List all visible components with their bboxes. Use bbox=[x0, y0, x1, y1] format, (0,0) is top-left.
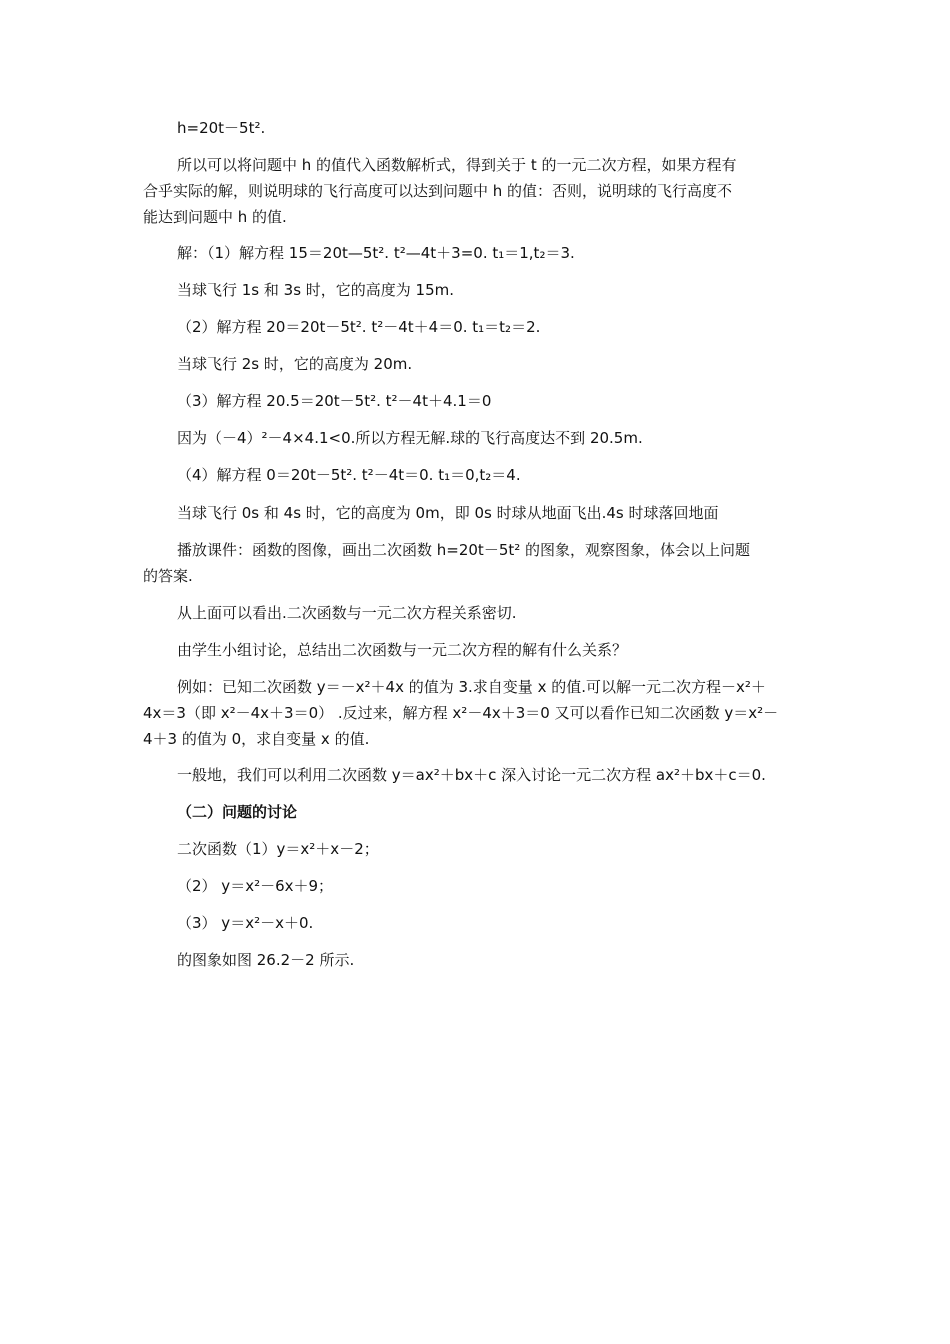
solution-answer-3: 因为（－4）²－4×4.1<0.所以方程无解.球的飞行高度达不到 20.5m. bbox=[177, 429, 643, 447]
paragraph-line: 的答案. bbox=[143, 567, 193, 585]
paragraph-line: 播放课件：函数的图像，画出二次函数 h=20t－5t² 的图象，观察图象，体会以上问题 bbox=[177, 541, 751, 559]
paragraph-line: 4x＝3（即 x²－4x＋3＝0） .反过来，解方程 x²－4x＋3＝0 又可以看作已知二次函数 y＝x²－ bbox=[143, 704, 779, 722]
section-heading: （二）问题的讨论 bbox=[177, 803, 298, 821]
function-item-2: （2） y＝x²－6x＋9； bbox=[177, 877, 334, 895]
paragraph-line: 从上面可以看出.二次函数与一元二次方程关系密切. bbox=[177, 604, 517, 622]
figure-reference: 的图象如图 26.2－2 所示. bbox=[177, 951, 355, 969]
solution-step-2: （2）解方程 20＝20t－5t². t²－4t＋4＝0. t₁＝t₂＝2. bbox=[177, 318, 541, 336]
function-item-1: 二次函数（1）y＝x²＋x－2； bbox=[177, 840, 379, 858]
paragraph-line: 例如：已知二次函数 y＝－x²＋4x 的值为 3.求自变量 x 的值.可以解一元二次方程－x²＋ bbox=[177, 678, 766, 696]
paragraph-line: 由学生小组讨论，总结出二次函数与一元二次方程的解有什么关系？ bbox=[177, 641, 628, 659]
formula-line-h: h=20t－5t². bbox=[177, 119, 266, 137]
solution-step-3: （3）解方程 20.5＝20t－5t². t²－4t＋4.1＝0 bbox=[177, 392, 492, 410]
solution-answer-2: 当球飞行 2s 时，它的高度为 20m. bbox=[177, 355, 413, 373]
solution-step-1: 解：（1）解方程 15＝20t—5t². t²—4t＋3=0. t₁＝1,t₂＝3. bbox=[177, 244, 575, 262]
solution-step-4: （4）解方程 0＝20t－5t². t²－4t＝0. t₁＝0,t₂＝4. bbox=[177, 466, 521, 484]
solution-answer-4: 当球飞行 0s 和 4s 时，它的高度为 0m，即 0s 时球从地面飞出.4s 时球落回地面 bbox=[177, 504, 719, 522]
paragraph-line: 一般地，我们可以利用二次函数 y＝ax²＋bx＋c 深入讨论一元二次方程 ax²＋bx＋c＝0. bbox=[177, 766, 766, 784]
paragraph-line: 合乎实际的解，则说明球的飞行高度可以达到问题中 h 的值：否则，说明球的飞行高度不 bbox=[143, 182, 733, 200]
paragraph-line: 4＋3 的值为 0，求自变量 x 的值. bbox=[143, 730, 370, 748]
paragraph-line: 能达到问题中 h 的值. bbox=[143, 208, 287, 226]
solution-answer-1: 当球飞行 1s 和 3s 时，它的高度为 15m. bbox=[177, 281, 455, 299]
function-item-3: （3） y＝x²－x＋0. bbox=[177, 914, 314, 932]
paragraph-line: 所以可以将问题中 h 的值代入函数解析式，得到关于 t 的一元二次方程，如果方程有 bbox=[177, 156, 737, 174]
